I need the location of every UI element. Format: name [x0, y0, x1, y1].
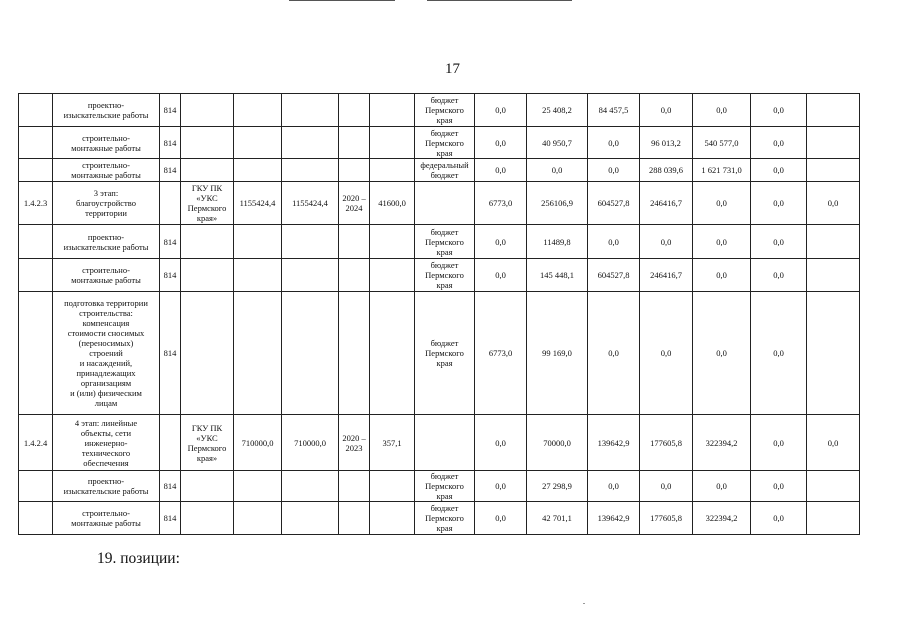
cell-year-4: 0,0: [693, 292, 751, 415]
cell-kbk: 814: [160, 127, 181, 159]
table-row: [19, 127, 860, 159]
cell-year-2: 0,0: [588, 292, 640, 415]
cell-funding-source: бюджет Пермского края: [415, 259, 475, 292]
cell-code: [19, 471, 53, 502]
cell-funding-source: бюджет Пермского края: [415, 471, 475, 502]
cell-code: 1.4.2.4: [19, 415, 53, 471]
cell-funding-source: бюджет Пермского края: [415, 127, 475, 159]
cell-executor: ГКУ ПК «УКС Пермского края»: [181, 182, 234, 225]
cell-year-4: 0,0: [693, 225, 751, 259]
cell-code: [19, 502, 53, 535]
cell-year-4: 1 621 731,0: [693, 159, 751, 182]
cell-total-cost: [234, 127, 282, 159]
cell-estimated-cost: 1155424,4: [282, 182, 339, 225]
cell-kbk: 814: [160, 259, 181, 292]
cell-code: 1.4.2.3: [19, 182, 53, 225]
cell-year-1: 27 298,9: [527, 471, 588, 502]
cell-code: [19, 127, 53, 159]
cell-year-4: 0,0: [693, 182, 751, 225]
cell-year-1: 256106,9: [527, 182, 588, 225]
cell-estimated-cost: [282, 259, 339, 292]
cell-total-cost: [234, 502, 282, 535]
cell-year-3: 288 039,6: [640, 159, 693, 182]
cell-capacity: [370, 159, 415, 182]
cell-kbk: [160, 415, 181, 471]
cell-year-5: 0,0: [751, 471, 807, 502]
cell-total-cost: [234, 259, 282, 292]
cell-year-0: 0,0: [475, 159, 527, 182]
cell-year-4: 322394,2: [693, 502, 751, 535]
cell-year-4: 0,0: [693, 259, 751, 292]
cell-year-4: 322394,2: [693, 415, 751, 471]
cell-year-0: 6773,0: [475, 182, 527, 225]
cell-year-3: 246416,7: [640, 259, 693, 292]
cell-year-3: 0,0: [640, 471, 693, 502]
cell-executor: ГКУ ПК «УКС Пермского края»: [181, 415, 234, 471]
table-row: [19, 182, 860, 225]
cell-name: подготовка территории строительства: компенсация стоимости сносимых (переносимых) строений и насаждений, принадлежащих организациям и (или) физическим лицам: [53, 292, 160, 415]
cell-year-0: 0,0: [475, 471, 527, 502]
table-row: [19, 292, 860, 415]
cell-funding-source: [415, 415, 475, 471]
cell-year-6: [807, 127, 860, 159]
cell-estimated-cost: 710000,0: [282, 415, 339, 471]
cell-period: [339, 259, 370, 292]
cell-year-6: 0,0: [807, 182, 860, 225]
cell-year-1: 99 169,0: [527, 292, 588, 415]
cell-capacity: [370, 127, 415, 159]
cell-estimated-cost: [282, 127, 339, 159]
cell-total-cost: 710000,0: [234, 415, 282, 471]
table-row: [19, 159, 860, 182]
cell-period: [339, 471, 370, 502]
cell-year-3: 96 013,2: [640, 127, 693, 159]
table-row: [19, 259, 860, 292]
cell-kbk: 814: [160, 94, 181, 127]
cell-year-3: 0,0: [640, 292, 693, 415]
cell-name: 3 этап: благоустройство территории: [53, 182, 160, 225]
cell-executor: [181, 471, 234, 502]
cell-year-0: 0,0: [475, 127, 527, 159]
cell-year-4: 0,0: [693, 471, 751, 502]
cell-name: строительно- монтажные работы: [53, 502, 160, 535]
table-row: [19, 502, 860, 535]
table-row: [19, 415, 860, 471]
cell-period: [339, 159, 370, 182]
cell-year-1: 11489,8: [527, 225, 588, 259]
cell-capacity: 357,1: [370, 415, 415, 471]
table-row: [19, 225, 860, 259]
cell-year-3: 177605,8: [640, 415, 693, 471]
cell-period: [339, 292, 370, 415]
cell-year-3: 246416,7: [640, 182, 693, 225]
table-row: [19, 471, 860, 502]
cell-year-2: 139642,9: [588, 415, 640, 471]
cell-capacity: [370, 259, 415, 292]
cell-year-2: 0,0: [588, 159, 640, 182]
cell-year-0: 6773,0: [475, 292, 527, 415]
cell-year-5: 0,0: [751, 225, 807, 259]
cell-year-0: 0,0: [475, 225, 527, 259]
cell-code: [19, 225, 53, 259]
cell-year-2: 604527,8: [588, 259, 640, 292]
cell-year-3: 0,0: [640, 94, 693, 127]
cell-funding-source: федеральный бюджет: [415, 159, 475, 182]
cell-year-3: 177605,8: [640, 502, 693, 535]
cell-period: [339, 225, 370, 259]
cell-year-5: 0,0: [751, 259, 807, 292]
cell-estimated-cost: [282, 94, 339, 127]
cell-kbk: 814: [160, 502, 181, 535]
cell-year-6: [807, 225, 860, 259]
cell-year-2: 84 457,5: [588, 94, 640, 127]
cell-year-2: 0,0: [588, 471, 640, 502]
cell-year-6: [807, 94, 860, 127]
cell-year-0: 0,0: [475, 259, 527, 292]
cell-year-6: [807, 471, 860, 502]
cell-name: 4 этап: линейные объекты, сети инженерно- технического обеспечения: [53, 415, 160, 471]
cell-year-5: 0,0: [751, 159, 807, 182]
table-row: [19, 94, 860, 127]
cell-year-3: 0,0: [640, 225, 693, 259]
cell-total-cost: 1155424,4: [234, 182, 282, 225]
cell-year-2: 0,0: [588, 127, 640, 159]
cell-year-2: 139642,9: [588, 502, 640, 535]
cell-code: [19, 94, 53, 127]
page-number: 17: [445, 61, 460, 77]
top-rule-right: [427, 0, 572, 1]
cell-year-5: 0,0: [751, 182, 807, 225]
cell-estimated-cost: [282, 292, 339, 415]
cell-year-0: 0,0: [475, 94, 527, 127]
cell-total-cost: [234, 292, 282, 415]
cell-period: [339, 94, 370, 127]
cell-name: строительно- монтажные работы: [53, 159, 160, 182]
cell-executor: [181, 502, 234, 535]
cell-kbk: 814: [160, 225, 181, 259]
cell-estimated-cost: [282, 159, 339, 182]
cell-funding-source: бюджет Пермского края: [415, 225, 475, 259]
cell-year-5: 0,0: [751, 127, 807, 159]
cell-year-6: [807, 502, 860, 535]
cell-name: строительно- монтажные работы: [53, 127, 160, 159]
cell-name: проектно- изыскательские работы: [53, 471, 160, 502]
cell-kbk: 814: [160, 471, 181, 502]
section-heading: 19. позиции:: [97, 550, 180, 567]
cell-capacity: [370, 292, 415, 415]
cell-year-6: [807, 259, 860, 292]
cell-year-0: 0,0: [475, 502, 527, 535]
cell-estimated-cost: [282, 471, 339, 502]
cell-year-2: 0,0: [588, 225, 640, 259]
cell-code: [19, 292, 53, 415]
top-rule-left: [289, 0, 395, 1]
cell-capacity: 41600,0: [370, 182, 415, 225]
cell-executor: [181, 94, 234, 127]
cell-executor: [181, 127, 234, 159]
cell-total-cost: [234, 94, 282, 127]
cell-executor: [181, 259, 234, 292]
cell-year-5: 0,0: [751, 502, 807, 535]
cell-kbk: 814: [160, 159, 181, 182]
cell-year-5: 0,0: [751, 292, 807, 415]
cell-funding-source: [415, 182, 475, 225]
cell-code: [19, 159, 53, 182]
cell-year-0: 0,0: [475, 415, 527, 471]
cell-year-1: 42 701,1: [527, 502, 588, 535]
budget-table: [18, 93, 860, 535]
cell-kbk: 814: [160, 292, 181, 415]
cell-year-1: 145 448,1: [527, 259, 588, 292]
cell-capacity: [370, 471, 415, 502]
cell-period: 2020 – 2023: [339, 415, 370, 471]
cell-year-1: 25 408,2: [527, 94, 588, 127]
cell-year-1: 0,0: [527, 159, 588, 182]
cell-name: проектно- изыскательские работы: [53, 94, 160, 127]
cell-estimated-cost: [282, 225, 339, 259]
scan-speck: [583, 603, 585, 604]
cell-funding-source: бюджет Пермского края: [415, 502, 475, 535]
cell-capacity: [370, 502, 415, 535]
cell-estimated-cost: [282, 502, 339, 535]
cell-total-cost: [234, 225, 282, 259]
cell-year-1: 70000,0: [527, 415, 588, 471]
cell-capacity: [370, 94, 415, 127]
cell-name: проектно- изыскательские работы: [53, 225, 160, 259]
cell-year-5: 0,0: [751, 94, 807, 127]
cell-kbk: [160, 182, 181, 225]
cell-funding-source: бюджет Пермского края: [415, 292, 475, 415]
table-body: [19, 94, 860, 535]
cell-year-5: 0,0: [751, 415, 807, 471]
cell-executor: [181, 159, 234, 182]
cell-total-cost: [234, 159, 282, 182]
cell-executor: [181, 292, 234, 415]
cell-year-4: 0,0: [693, 94, 751, 127]
cell-total-cost: [234, 471, 282, 502]
cell-period: 2020 – 2024: [339, 182, 370, 225]
cell-code: [19, 259, 53, 292]
cell-name: строительно- монтажные работы: [53, 259, 160, 292]
cell-period: [339, 502, 370, 535]
cell-year-2: 604527,8: [588, 182, 640, 225]
cell-executor: [181, 225, 234, 259]
cell-funding-source: бюджет Пермского края: [415, 94, 475, 127]
cell-year-4: 540 577,0: [693, 127, 751, 159]
cell-period: [339, 127, 370, 159]
cell-year-1: 40 950,7: [527, 127, 588, 159]
cell-year-6: [807, 292, 860, 415]
cell-capacity: [370, 225, 415, 259]
cell-year-6: 0,0: [807, 415, 860, 471]
cell-year-6: [807, 159, 860, 182]
